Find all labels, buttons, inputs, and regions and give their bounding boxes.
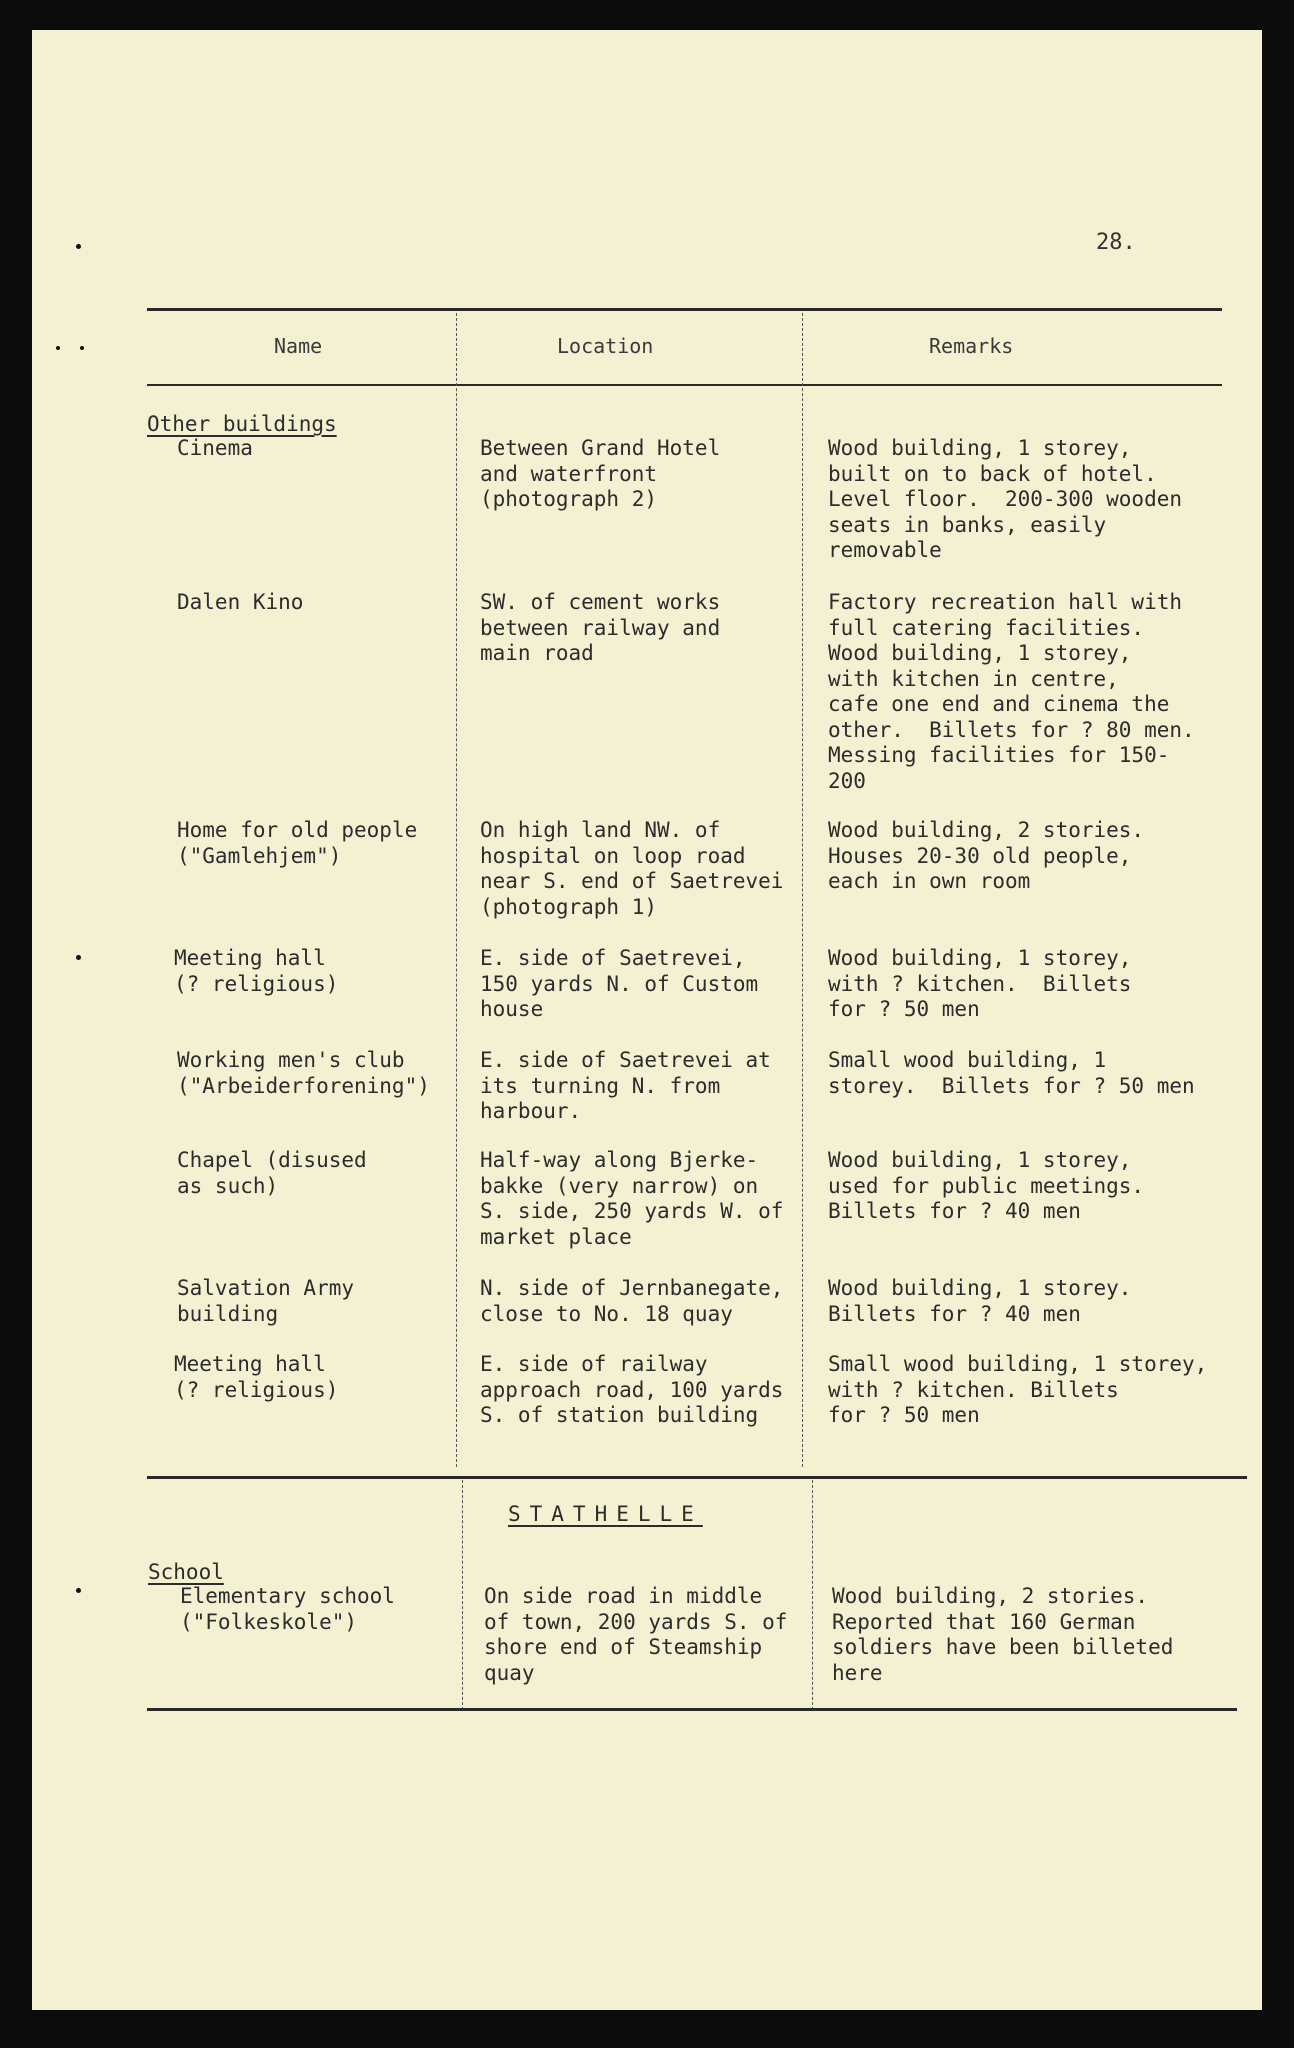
building-remarks: Wood building, 1 storey. Billets for ? 40 men — [828, 1276, 1132, 1326]
building-name: Meeting hall (? religious) — [174, 1352, 339, 1402]
column-divider — [802, 313, 803, 1467]
section-heading-other-buildings: Other buildings — [147, 412, 337, 436]
building-remarks: Wood building, 1 storey, built on to back of hotel. Level floor. 200-300 wooden seats in banks, easily removable — [828, 436, 1183, 562]
header-bottom-rule — [147, 384, 1222, 386]
building-remarks: Small wood building, 1 storey. Billets for ? 50 men — [828, 1048, 1195, 1098]
margin-mark — [56, 346, 60, 350]
school-name: Elementary school ("Folkeskole") — [180, 1584, 395, 1634]
margin-mark — [76, 955, 81, 960]
building-location: E. side of railway approach road, 100 yards S. of station building — [480, 1352, 784, 1427]
column-divider — [812, 1480, 813, 1710]
table-bottom-rule — [147, 1708, 1237, 1711]
building-location: Between Grand Hotel and waterfront (photograph 2) — [480, 436, 721, 511]
building-remarks: Factory recreation hall with full catering facilities. Wood building, 1 storey, with kitchen in centre, cafe one end and cinema the other. Billets for ? 80 men. Messing facilities for 150- 200 — [828, 590, 1195, 793]
building-remarks: Wood building, 1 storey, used for public meetings. Billets for ? 40 men — [828, 1148, 1145, 1223]
building-name: Cinema — [177, 436, 253, 460]
building-remarks: Wood building, 2 stories. Houses 20-30 old people, each in own room — [828, 818, 1145, 893]
column-header-remarks: Remarks — [929, 334, 1014, 358]
table-mid-rule — [147, 1476, 1247, 1479]
document-page — [32, 30, 1262, 2010]
building-location: On high land NW. of hospital on loop road near S. end of Saetrevei (photograph 1) — [480, 818, 784, 919]
building-remarks: Wood building, 1 storey, with ? kitchen. Billets for ? 50 men — [828, 946, 1132, 1021]
margin-mark — [76, 244, 81, 249]
building-remarks: Small wood building, 1 storey, with ? kitchen. Billets for ? 50 men — [828, 1352, 1208, 1427]
building-name: Salvation Army building — [177, 1276, 355, 1326]
building-location: E. side of Saetrevei, 150 yards N. of Custom house — [480, 946, 759, 1021]
place-heading-stathelle: STATHELLE — [508, 1502, 703, 1526]
column-header-location: Location — [557, 334, 654, 358]
page-number: 28. — [1096, 230, 1136, 255]
building-location: Half-way along Bjerke- bakke (very narrow) on S. side, 250 yards W. of market place — [480, 1148, 784, 1249]
building-name: Dalen Kino — [177, 590, 304, 614]
section-heading-school: School — [148, 1560, 224, 1584]
margin-mark — [80, 346, 84, 350]
column-divider — [456, 313, 457, 1467]
building-name: Working men's club ("Arbeiderforening") — [177, 1048, 430, 1098]
school-location: On side road in middle of town, 200 yards S. of shore end of Steamship quay — [484, 1584, 788, 1685]
building-name: Home for old people ("Gamlehjem") — [177, 818, 418, 868]
margin-mark — [76, 1588, 81, 1593]
building-name: Meeting hall (? religious) — [174, 946, 339, 996]
building-name: Chapel (disused as such) — [177, 1148, 367, 1198]
building-location: N. side of Jernbanegate, close to No. 18 quay — [480, 1276, 784, 1326]
building-location: E. side of Saetrevei at its turning N. from harbour. — [480, 1048, 771, 1123]
column-divider — [462, 1480, 463, 1710]
school-remarks: Wood building, 2 stories. Reported that 160 German soldiers have been billeted here — [832, 1584, 1174, 1685]
column-header-name: Name — [274, 334, 323, 358]
building-location: SW. of cement works between railway and main road — [480, 590, 721, 665]
table-top-rule — [147, 308, 1222, 311]
